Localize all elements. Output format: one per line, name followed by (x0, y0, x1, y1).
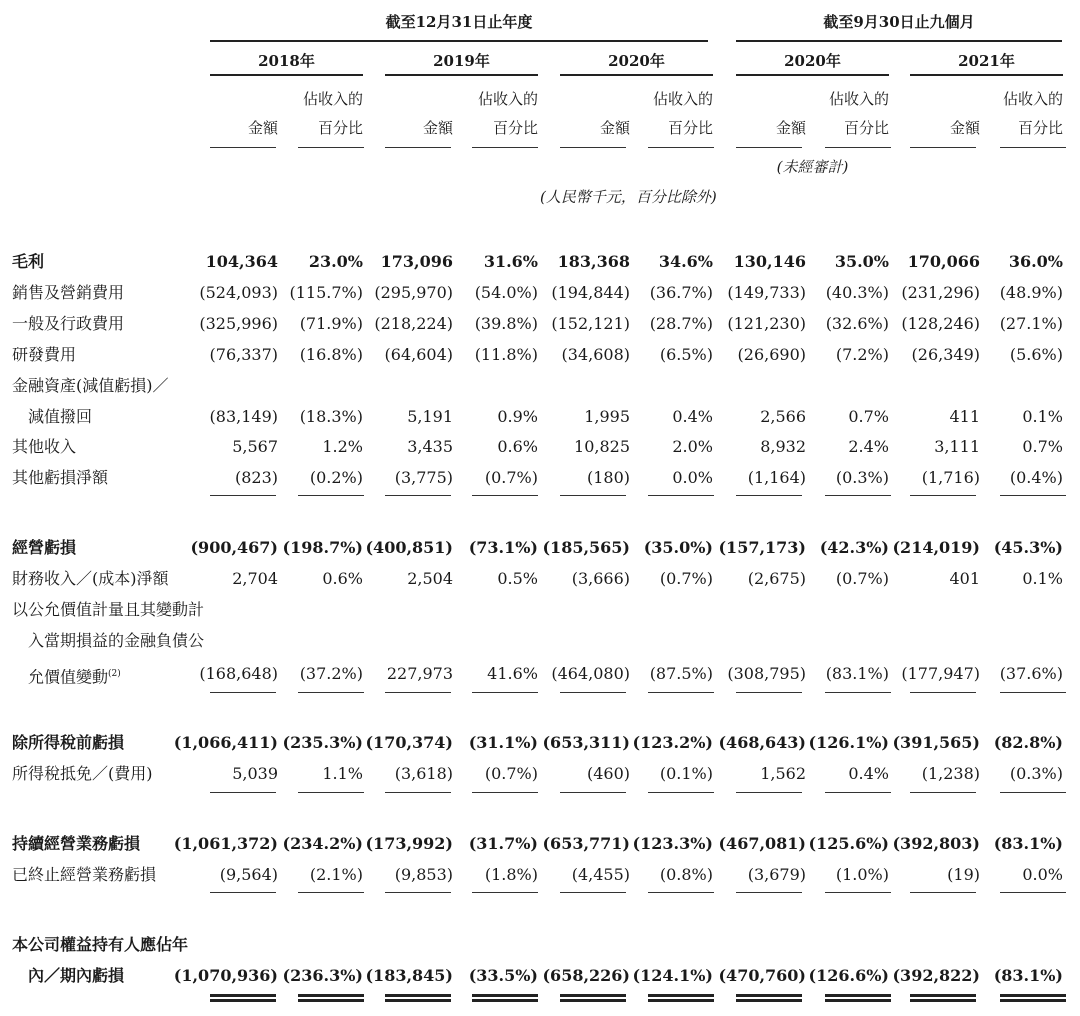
total-double-rule (560, 994, 626, 1002)
amount-cell: (183,845) (365, 966, 453, 985)
subtotal-rule (298, 692, 364, 693)
pct-cell: 0.1% (1022, 569, 1063, 588)
subtotal-rule (736, 792, 802, 793)
amount-cell: (392,822) (892, 966, 980, 985)
amount-cell: (121,230) (727, 314, 806, 333)
amount-cell: (9,564) (219, 865, 278, 884)
amount-cell: 183,368 (557, 252, 630, 271)
amount-cell: (392,803) (892, 834, 980, 853)
amount-cell: (2,675) (747, 569, 806, 588)
subtotal-rule (1000, 792, 1066, 793)
column-rule (825, 147, 891, 148)
pct-cell: 0.7% (848, 407, 889, 426)
pct-header-line2: 百分比 (317, 119, 363, 137)
amount-cell: (653,311) (542, 733, 630, 752)
subtotal-rule (910, 892, 976, 893)
amount-cell: (1,164) (747, 468, 806, 487)
subtotal-rule (1000, 892, 1066, 893)
row-label-cont: 允價值變動$^{(2)}$ (28, 667, 121, 687)
pct-cell: (18.3%) (299, 407, 363, 426)
subtotal-rule (210, 495, 276, 496)
amount-cell: (218,224) (374, 314, 453, 333)
subtotal-rule (560, 692, 626, 693)
amount-cell: (391,565) (892, 733, 980, 752)
amount-cell: (173,992) (365, 834, 453, 853)
year-2021-9m: 2021年 (958, 52, 1015, 70)
row-label: 其他虧損淨額 (12, 468, 109, 487)
amount-cell: (1,066,411) (173, 733, 278, 752)
row-label: 毛利 (12, 252, 45, 271)
subtotal-rule (472, 692, 538, 693)
amount-cell: (3,775) (394, 468, 453, 487)
pct-cell: (71.9%) (299, 314, 363, 333)
pct-header-line2: 百分比 (843, 119, 889, 137)
pct-header-line1: 佔收入的 (477, 90, 538, 108)
total-double-rule (648, 994, 714, 1002)
amount-cell: (658,226) (542, 966, 630, 985)
pct-cell: 0.0% (1022, 865, 1063, 884)
amount-cell: 8,932 (760, 437, 806, 456)
row-label-cont: 入當期損益的金融負債公 (28, 631, 205, 650)
year-rule (385, 74, 538, 76)
subtotal-rule (825, 892, 891, 893)
total-double-rule (910, 994, 976, 1002)
year-2020-9m: 2020年 (784, 52, 841, 70)
pct-cell: (0.3%) (835, 468, 889, 487)
column-rule (210, 147, 276, 148)
row-label: 除所得稅前虧損 (12, 733, 125, 752)
amount-cell: (308,795) (727, 664, 806, 683)
pct-cell: (235.3%) (282, 733, 363, 752)
amount-cell: (83,149) (209, 407, 278, 426)
pct-cell: 35.0% (834, 252, 889, 271)
pct-header-line1: 佔收入的 (652, 90, 713, 108)
row-label: 持續經營業務虧損 (12, 834, 141, 853)
year-rule (560, 74, 713, 76)
subtotal-rule (385, 792, 451, 793)
subtotal-rule (736, 892, 802, 893)
total-double-rule (472, 994, 538, 1002)
pct-cell: (0.7%) (835, 569, 889, 588)
subtotal-rule (472, 495, 538, 496)
amount-cell: 1,562 (760, 764, 806, 783)
column-rule (298, 147, 364, 148)
column-rule (385, 147, 451, 148)
header-fy-group: 截至12月31日止年度 (385, 13, 533, 31)
subtotal-rule (385, 495, 451, 496)
amount-cell: (400,851) (365, 538, 453, 557)
amount-cell: (9,853) (394, 865, 453, 884)
amount-cell: (180) (586, 468, 630, 487)
subtotal-rule (648, 892, 714, 893)
pct-cell: (37.2%) (299, 664, 363, 683)
amount-cell: (3,679) (747, 865, 806, 884)
pct-cell: (0.8%) (659, 865, 713, 884)
pct-header-line2: 百分比 (667, 119, 713, 137)
subtotal-rule (385, 692, 451, 693)
amount-cell: (524,093) (199, 283, 278, 302)
pct-cell: (40.3%) (825, 283, 889, 302)
subtotal-rule (560, 892, 626, 893)
pct-header-line2: 百分比 (1017, 119, 1063, 137)
amount-cell: 5,191 (407, 407, 453, 426)
amount-cell: (4,455) (571, 865, 630, 884)
amount-cell: 5,039 (232, 764, 278, 783)
amount-cell: (468,643) (718, 733, 806, 752)
pct-cell: 0.7% (1022, 437, 1063, 456)
pct-cell: (1.8%) (484, 865, 538, 884)
amount-cell: 3,111 (934, 437, 980, 456)
amount-cell: (157,173) (718, 538, 806, 557)
pct-cell: 0.0% (672, 468, 713, 487)
unit-note: (人民幣千元，百分比除外) (540, 188, 717, 206)
pct-cell: (83.1%) (993, 966, 1063, 985)
subtotal-rule (298, 792, 364, 793)
row-label-cont: 減值撥回 (28, 407, 93, 426)
amount-cell: (177,947) (901, 664, 980, 683)
pct-cell: (236.3%) (282, 966, 363, 985)
amount-cell: 170,066 (907, 252, 980, 271)
amount-header: 金額 (247, 119, 278, 137)
pct-cell: (39.8%) (474, 314, 538, 333)
amount-cell: (1,061,372) (173, 834, 278, 853)
amount-cell: (1,070,936) (173, 966, 278, 985)
amount-cell: (467,081) (718, 834, 806, 853)
amount-cell: (653,771) (542, 834, 630, 853)
subtotal-rule (648, 692, 714, 693)
pct-cell: (126.1%) (808, 733, 889, 752)
pct-cell: (37.6%) (999, 664, 1063, 683)
amount-cell: (194,844) (551, 283, 630, 302)
pct-cell: (73.1%) (468, 538, 538, 557)
subtotal-rule (560, 495, 626, 496)
pct-cell: (2.1%) (309, 865, 363, 884)
header-rule-fy (210, 40, 708, 42)
pct-cell: (32.6%) (825, 314, 889, 333)
pct-cell: (0.7%) (484, 468, 538, 487)
pct-cell: 1.2% (322, 437, 363, 456)
pct-cell: (27.1%) (999, 314, 1063, 333)
amount-cell: 5,567 (232, 437, 278, 456)
column-rule (1000, 147, 1066, 148)
amount-cell: (64,604) (384, 345, 453, 364)
amount-cell: (76,337) (209, 345, 278, 364)
amount-cell: (170,374) (365, 733, 453, 752)
row-label: 其他收入 (12, 437, 77, 456)
amount-cell: 2,504 (407, 569, 453, 588)
amount-header: 金額 (599, 119, 630, 137)
pct-cell: 0.5% (497, 569, 538, 588)
amount-cell: (464,080) (551, 664, 630, 683)
pct-cell: (48.9%) (999, 283, 1063, 302)
amount-cell: 130,146 (733, 252, 806, 271)
amount-cell: 1,995 (584, 407, 630, 426)
subtotal-rule (648, 495, 714, 496)
subtotal-rule (1000, 495, 1066, 496)
year-2018: 2018年 (258, 52, 315, 70)
amount-cell: 401 (949, 569, 980, 588)
pct-cell: 1.1% (322, 764, 363, 783)
pct-header-line2: 百分比 (492, 119, 538, 137)
pct-cell: (123.3%) (632, 834, 713, 853)
pct-cell: 36.0% (1008, 252, 1063, 271)
row-label: 已終止經營業務虧損 (12, 865, 157, 884)
pct-cell: (36.7%) (649, 283, 713, 302)
row-label: 以公允價值計量且其變動計 (12, 600, 205, 619)
amount-cell: 2,704 (232, 569, 278, 588)
amount-cell: 411 (949, 407, 980, 426)
amount-cell: (1,716) (921, 468, 980, 487)
total-double-rule (1000, 994, 1066, 1002)
pct-cell: (16.8%) (299, 345, 363, 364)
amount-cell: 227,973 (386, 664, 453, 683)
amount-cell: (823) (234, 468, 278, 487)
pct-cell: (7.2%) (835, 345, 889, 364)
column-rule (472, 147, 538, 148)
subtotal-rule (736, 692, 802, 693)
amount-cell: (325,996) (199, 314, 278, 333)
subtotal-rule (648, 792, 714, 793)
pct-cell: 41.6% (487, 664, 538, 683)
amount-header: 金額 (949, 119, 980, 137)
pct-cell: (33.5%) (468, 966, 538, 985)
row-label: 研發費用 (12, 345, 77, 364)
pct-cell: (115.7%) (289, 283, 363, 302)
row-label: 經營虧損 (12, 538, 77, 557)
pct-cell: 0.9% (497, 407, 538, 426)
amount-cell: (470,760) (718, 966, 806, 985)
subtotal-rule (1000, 692, 1066, 693)
subtotal-rule (385, 892, 451, 893)
year-2019: 2019年 (433, 52, 490, 70)
row-label: 銷售及營銷費用 (12, 283, 125, 302)
pct-cell: 2.4% (848, 437, 889, 456)
amount-cell: 10,825 (574, 437, 630, 456)
column-rule (910, 147, 976, 148)
column-rule (736, 147, 802, 148)
header-rule-9m (736, 40, 1062, 42)
pct-cell: (5.6%) (1009, 345, 1063, 364)
amount-cell: (26,690) (737, 345, 806, 364)
year-2020: 2020年 (608, 52, 665, 70)
footnote-ref: (2) (108, 669, 121, 679)
pct-cell: (31.7%) (468, 834, 538, 853)
pct-cell: (11.8%) (474, 345, 538, 364)
subtotal-rule (910, 792, 976, 793)
amount-cell: (168,648) (199, 664, 278, 683)
year-rule (210, 74, 363, 76)
row-label: 財務收入／(成本)淨額 (12, 569, 169, 588)
total-double-rule (210, 994, 276, 1002)
pct-cell: (28.7%) (649, 314, 713, 333)
column-rule (560, 147, 626, 148)
year-rule (736, 74, 889, 76)
pct-header-line1: 佔收入的 (828, 90, 889, 108)
subtotal-rule (825, 692, 891, 693)
amount-cell: (214,019) (892, 538, 980, 557)
subtotal-rule (298, 892, 364, 893)
subtotal-rule (298, 495, 364, 496)
pct-cell: (126.6%) (808, 966, 889, 985)
subtotal-rule (910, 692, 976, 693)
amount-cell: 173,096 (380, 252, 453, 271)
amount-cell: (295,970) (374, 283, 453, 302)
pct-cell: (0.1%) (659, 764, 713, 783)
pct-cell: 0.4% (672, 407, 713, 426)
pct-cell: 0.4% (848, 764, 889, 783)
pct-cell: (125.6%) (808, 834, 889, 853)
subtotal-rule (210, 892, 276, 893)
amount-cell: 3,435 (407, 437, 453, 456)
amount-header: 金額 (775, 119, 806, 137)
pct-cell: (6.5%) (659, 345, 713, 364)
pct-cell: (35.0%) (643, 538, 713, 557)
row-label: 一般及行政費用 (12, 314, 125, 333)
subtotal-rule (472, 792, 538, 793)
amount-header: 金額 (422, 119, 453, 137)
pct-cell: (0.7%) (659, 569, 713, 588)
amount-cell: (231,296) (901, 283, 980, 302)
amount-cell: (152,121) (551, 314, 630, 333)
column-rule (648, 147, 714, 148)
pct-cell: (45.3%) (993, 538, 1063, 557)
pct-cell: (0.3%) (1009, 764, 1063, 783)
header-9m-group: 截至9月30日止九個月 (823, 13, 975, 31)
amount-cell: (1,238) (921, 764, 980, 783)
total-double-rule (736, 994, 802, 1002)
year-rule (910, 74, 1063, 76)
row-label: 本公司權益持有人應佔年 (12, 935, 189, 954)
pct-cell: (198.7%) (282, 538, 363, 557)
subtotal-rule (825, 792, 891, 793)
pct-cell: 31.6% (483, 252, 538, 271)
pct-cell: 23.0% (308, 252, 363, 271)
total-double-rule (385, 994, 451, 1002)
amount-cell: (3,618) (394, 764, 453, 783)
pct-cell: (124.1%) (632, 966, 713, 985)
pct-cell: (0.7%) (484, 764, 538, 783)
row-label: 所得稅抵免／(費用) (12, 764, 153, 783)
pct-header-line1: 佔收入的 (302, 90, 363, 108)
pct-cell: (31.1%) (468, 733, 538, 752)
pct-cell: (83.1%) (993, 834, 1063, 853)
pct-cell: (0.2%) (309, 468, 363, 487)
pct-cell: 0.6% (497, 437, 538, 456)
pct-header-line1: 佔收入的 (1002, 90, 1063, 108)
pct-cell: (54.0%) (474, 283, 538, 302)
amount-cell: (3,666) (571, 569, 630, 588)
amount-cell: (149,733) (727, 283, 806, 302)
pct-cell: (82.8%) (993, 733, 1063, 752)
subtotal-rule (736, 495, 802, 496)
row-label-cont: 內／期內虧損 (28, 966, 125, 985)
subtotal-rule (560, 792, 626, 793)
amount-cell: (185,565) (542, 538, 630, 557)
pct-cell: 0.1% (1022, 407, 1063, 426)
pct-cell: (42.3%) (819, 538, 889, 557)
pct-cell: (123.2%) (632, 733, 713, 752)
total-double-rule (825, 994, 891, 1002)
pct-cell: (83.1%) (825, 664, 889, 683)
pct-cell: (234.2%) (282, 834, 363, 853)
amount-cell: (900,467) (190, 538, 278, 557)
pct-cell: 34.6% (658, 252, 713, 271)
row-label: 金融資產(減值虧損)／ (12, 376, 169, 395)
unaudited-note: (未經審計) (776, 158, 849, 176)
pct-cell: 2.0% (672, 437, 713, 456)
pct-cell: (0.4%) (1009, 468, 1063, 487)
amount-cell: (26,349) (911, 345, 980, 364)
pct-cell: 0.6% (322, 569, 363, 588)
amount-cell: (34,608) (561, 345, 630, 364)
amount-cell: (460) (586, 764, 630, 783)
amount-cell: 2,566 (760, 407, 806, 426)
pct-cell: (87.5%) (649, 664, 713, 683)
subtotal-rule (210, 792, 276, 793)
amount-cell: 104,364 (205, 252, 278, 271)
subtotal-rule (210, 692, 276, 693)
subtotal-rule (825, 495, 891, 496)
total-double-rule (298, 994, 364, 1002)
subtotal-rule (910, 495, 976, 496)
amount-cell: (128,246) (901, 314, 980, 333)
subtotal-rule (472, 892, 538, 893)
pct-cell: (1.0%) (835, 865, 889, 884)
amount-cell: (19) (947, 865, 980, 884)
